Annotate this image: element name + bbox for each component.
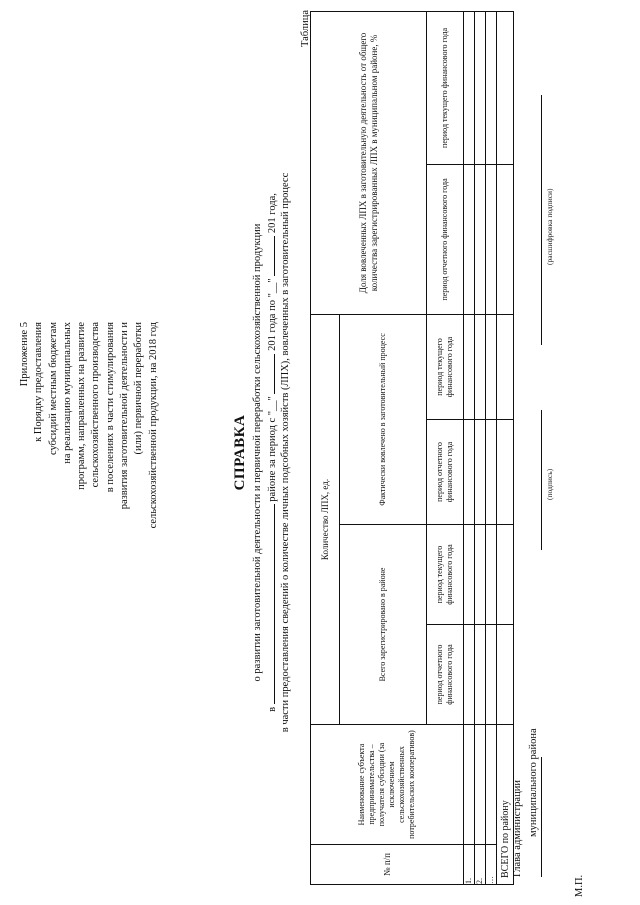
district-blank	[266, 504, 275, 704]
col-header-period-prev: период отчетного финансового года	[427, 420, 464, 525]
signature-line	[540, 410, 542, 550]
table-cell	[464, 525, 475, 625]
col-header-period-prev: период отчетного финансового года	[427, 625, 464, 725]
table-row	[475, 11, 486, 884]
col-header-period-prev: период отчетного финансового года	[427, 164, 464, 314]
appendix-line: на реализацию муниципальных	[61, 322, 73, 464]
table-cell	[464, 420, 475, 525]
table-cell	[486, 314, 497, 419]
subtitle-year-2: 201 года,	[267, 193, 278, 234]
date-to-blank	[266, 236, 275, 276]
appendix-line: сельскохозяйственной продукции, на 2018 год	[147, 322, 159, 529]
col-header-involved: Фактически вовлечено в заготовительный процесс	[340, 314, 427, 524]
table-cell	[475, 11, 486, 164]
table-cell	[475, 525, 486, 625]
table-cell	[486, 11, 497, 164]
subtitle-line-1: о развитии заготовительной деятельности и первичной переработки сельскохозяйственной продукции	[252, 223, 263, 682]
col-header-name: Наименование субъекта предпринимательства – получателя субсидии (за исключением сельскохозяйственных потребительских кооперативов)	[311, 725, 464, 845]
col-header-registered: Всего зарегистрировано в районе	[340, 525, 427, 725]
table-cell	[486, 625, 497, 725]
appendix-line: субсидий местным бюджетам	[47, 322, 59, 456]
row-number: …	[486, 845, 497, 885]
head-name-line	[540, 757, 542, 877]
table-cell	[464, 725, 475, 845]
stamp-place: М.П.	[574, 874, 585, 897]
subtitle-period: районе за период с "__"	[267, 396, 278, 502]
col-header-period-curr: период текущего финансового года	[427, 525, 464, 625]
date-from-blank	[266, 354, 275, 394]
table-cell	[464, 625, 475, 725]
head-title-line-2: муниципального района	[528, 728, 539, 837]
total-label: ВСЕГО по району	[497, 725, 514, 885]
col-header-period-curr: период текущего финансового года	[427, 11, 464, 164]
appendix-line: сельскохозяйственного производства	[90, 322, 102, 488]
lph-table	[310, 11, 514, 885]
subtitle-prefix: в	[267, 706, 278, 712]
document-title: СПРАВКА	[232, 414, 248, 491]
table-cell	[486, 164, 497, 314]
table-cell	[475, 725, 486, 845]
table-cell	[475, 314, 486, 419]
appendix-line: Приложение 5	[19, 322, 30, 387]
table-cell	[497, 314, 514, 419]
appendix-line: к Порядку предоставления	[33, 322, 45, 442]
table-cell	[497, 11, 514, 164]
decode-hint: (расшифровка подписи)	[545, 188, 554, 265]
appendix-line: развития заготовительной деятельности и	[119, 322, 131, 510]
decode-line	[540, 95, 542, 345]
col-header-count: Количество ЛПХ, ед.	[311, 314, 340, 724]
table-cell	[497, 625, 514, 725]
col-header-number: № п/п	[311, 845, 464, 885]
table-cell	[464, 11, 475, 164]
table-total-row	[497, 11, 514, 884]
table-cell	[475, 420, 486, 525]
appendix-line: программ, направленных на развитие	[76, 322, 88, 490]
col-header-period-curr: период текущего финансового года	[427, 314, 464, 419]
table-cell	[486, 420, 497, 525]
col-header-share: Доля вовлеченных ЛПХ в заготовительную деятельность от общего количества зарегистрированных ЛПХ в муниципальном районе, %	[311, 11, 427, 314]
table-cell	[486, 525, 497, 625]
row-number: 2.	[475, 845, 486, 885]
subtitle-year-1: 201 года по "__"	[267, 278, 278, 351]
table-cell	[475, 625, 486, 725]
table-cell	[497, 525, 514, 625]
signature-hint: (подпись)	[545, 468, 554, 500]
table-row	[464, 11, 475, 884]
row-number: 1.	[464, 845, 475, 885]
table-row	[486, 11, 497, 884]
appendix-line: (или) первичной переработки	[133, 322, 145, 455]
table-cell	[464, 164, 475, 314]
subtitle-line-3: в части предоставления сведений о количестве личных подсобных хозяйств (ЛПХ), вовлеченных в заготовительный процесс	[280, 172, 291, 733]
head-title-line-1: Глава администрации	[512, 780, 523, 877]
table-cell	[497, 420, 514, 525]
appendix-line: в поселениях в части стимулирования	[104, 322, 116, 493]
table-cell	[475, 164, 486, 314]
table-cell	[464, 314, 475, 419]
table-cell	[497, 164, 514, 314]
appendix-block	[18, 322, 161, 562]
table-cell	[486, 725, 497, 845]
subtitle-line-2	[266, 0, 278, 905]
table-label: Таблица	[300, 10, 311, 48]
